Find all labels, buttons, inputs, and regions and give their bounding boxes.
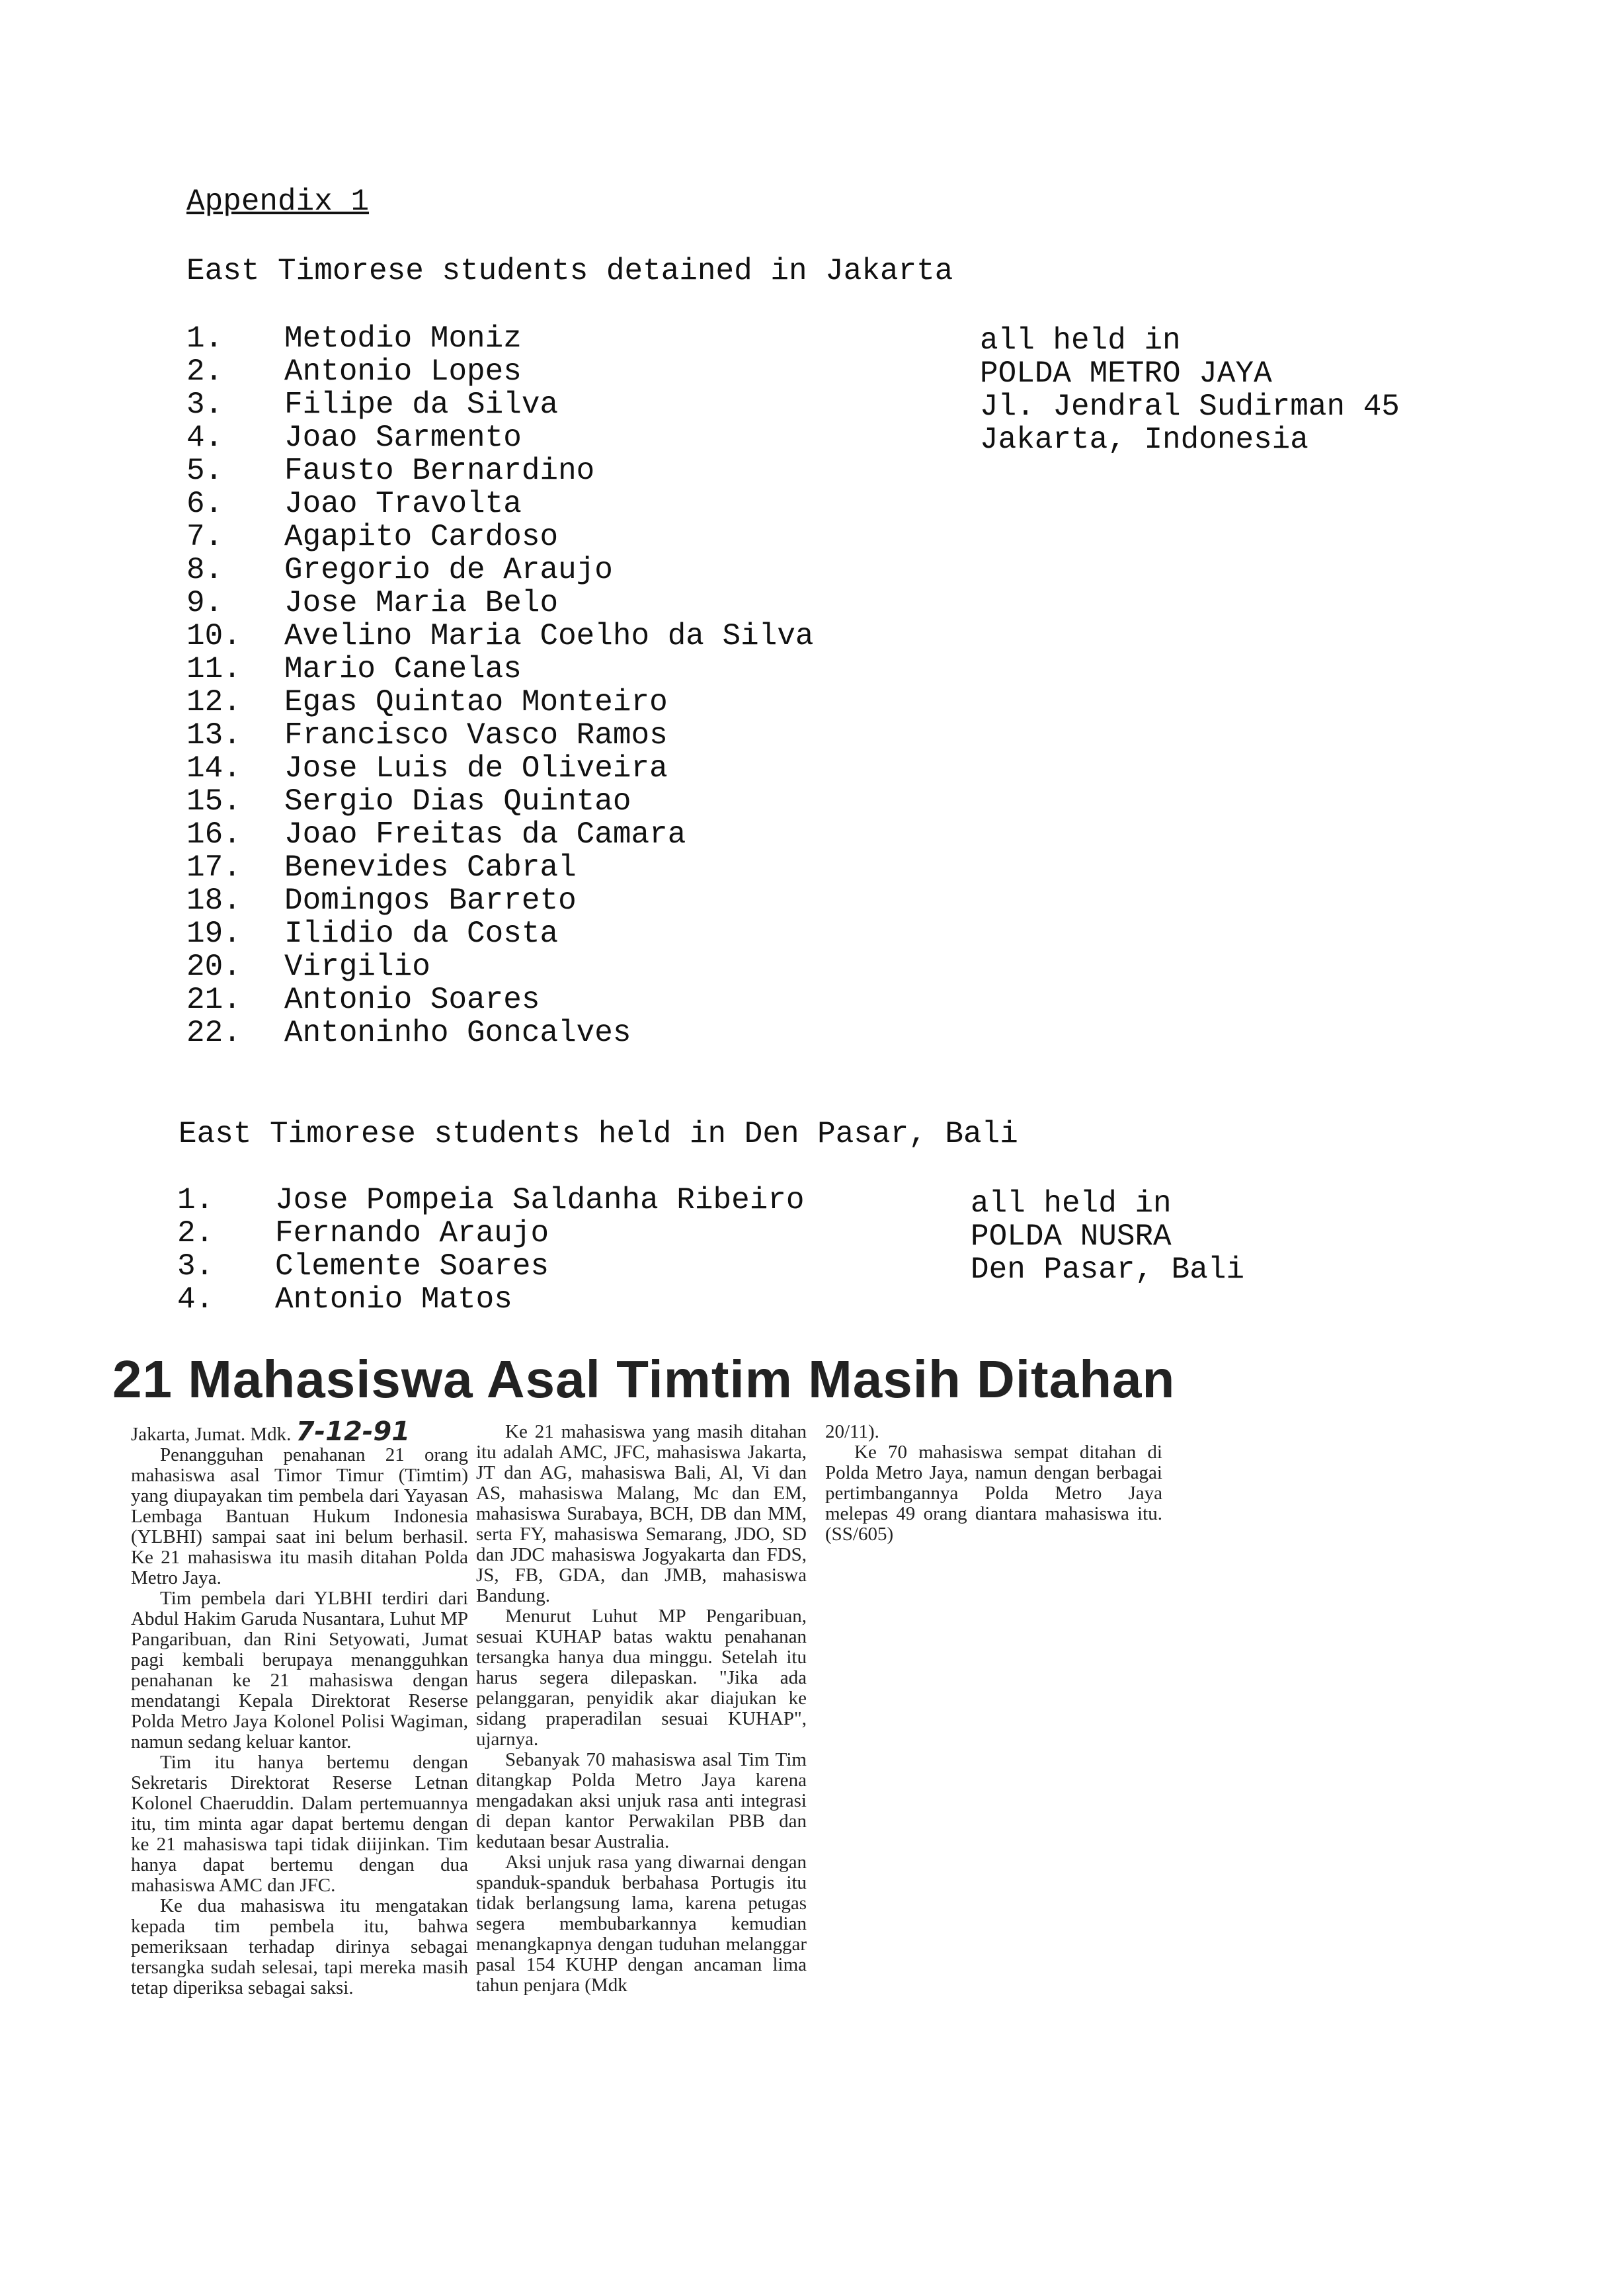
student-number: 15.: [186, 784, 241, 819]
student-list-item: [186, 851, 814, 884]
clipping-dateline: [131, 1416, 468, 1447]
article-paragraph: Aksi unjuk rasa yang diwarnai dengan spanduk-spanduk berbahasa Portugis itu tidak berlangsung lama, karena petugas segera membubarkannya kemudian menangkapnya dengan tuduhan melanggar pasal 154 KUHP dengan ancaman lima tahun penjara (Mdk: [476, 1852, 807, 1996]
student-number: 10.: [186, 619, 241, 653]
student-number: 21.: [186, 983, 241, 1017]
dateline-text: Jakarta, Jumat. Mdk.: [131, 1424, 292, 1445]
bali-student-list: [177, 1184, 805, 1316]
clipping-column-2: [476, 1422, 807, 1996]
student-list-item: [186, 322, 814, 355]
student-number: 18.: [186, 883, 241, 918]
student-name: Agapito Cardoso: [284, 520, 559, 554]
location-line: POLDA NUSRA: [971, 1219, 1172, 1254]
student-list-item: [186, 950, 814, 983]
student-name: Joao Freitas da Camara: [284, 817, 686, 852]
article-paragraph: Sebanyak 70 mahasiswa asal Tim Tim ditangkap Polda Metro Jaya karena mengadakan aksi unjuk rasa anti integrasi di depan kantor Perwakilan PBB dan kedutaan besar Australia.: [476, 1749, 807, 1852]
student-list-item: [186, 818, 814, 851]
student-name: Gregorio de Araujo: [284, 553, 613, 587]
student-list-item: [186, 520, 814, 554]
student-number: 22.: [186, 1016, 241, 1050]
article-paragraph: Tim pembela dari YLBHI terdiri dari Abdul Hakim Garuda Nusantara, Luhut MP Pangaribuan, dan Rini Setyowati, Jumat pagi kembali berupaya menangguhkan penahanan ke 21 mahasiswa dengan mendatangi Kepala Direktorat Reserse Polda Metro Jaya Kolonel Polisi Wagiman, namun sedang keluar kantor.: [131, 1588, 468, 1752]
student-list-item: [186, 719, 814, 752]
student-name: Filipe da Silva: [284, 388, 559, 422]
student-name: Antonio Lopes: [284, 354, 522, 389]
student-number: 17.: [186, 850, 241, 885]
student-name: Jose Luis de Oliveira: [284, 751, 668, 786]
jakarta-detention-location: [980, 324, 1400, 456]
student-list-item: [186, 752, 814, 785]
student-number: 5.: [186, 454, 223, 488]
student-number: 4.: [186, 421, 223, 455]
student-name: Domingos Barreto: [284, 883, 577, 918]
student-list-item: [186, 785, 814, 818]
location-line: Jakarta, Indonesia: [980, 423, 1308, 457]
student-number: 16.: [186, 817, 241, 852]
student-list-item: [186, 884, 814, 917]
student-name: Fausto Bernardino: [284, 454, 595, 488]
student-list-item: [186, 454, 814, 487]
student-number: 11.: [186, 652, 241, 686]
location-line: Jl. Jendral Sudirman 45: [980, 390, 1400, 424]
student-number: 2.: [177, 1216, 214, 1250]
student-number: 3.: [186, 388, 223, 422]
article-paragraph: Tim itu hanya bertemu dengan Sekretaris Direktorat Reserse Letnan Kolonel Chaeruddin. Dalam pertemuannya itu, tim minta agar dapat bertemu dengan ke 21 mahasiswa tapi tidak diijinkan. Tim hanya dapat bertemu dengan dua mahasiswa AMC dan JFC.: [131, 1752, 468, 1896]
student-name: Ilidio da Costa: [284, 917, 559, 951]
newspaper-clipping: [112, 1349, 1184, 2222]
student-list-item: [186, 1016, 814, 1049]
student-number: 20.: [186, 950, 241, 984]
clipping-column-3: [825, 1422, 1162, 1545]
handwritten-date: 7-12-91: [296, 1416, 411, 1447]
student-number: 4.: [177, 1282, 214, 1317]
student-list-item: [186, 917, 814, 950]
student-name: Virgilio: [284, 950, 430, 984]
student-number: 1.: [177, 1183, 214, 1217]
student-list-item: [186, 487, 814, 520]
jakarta-section-title: East Timorese students detained in Jakarta: [186, 254, 953, 288]
article-paragraph: Menurut Luhut MP Pengaribuan, sesuai KUHAP batas waktu penahanan tersangka hanya dua minggu. Setelah itu harus segera dilepaskan. "Jika ada pelanggaran, penyidik akar diajukan ke sidang praperadilan sesuai KUHAP", ujarnya.: [476, 1606, 807, 1750]
location-line: Den Pasar, Bali: [971, 1252, 1245, 1287]
jakarta-student-list: [186, 322, 814, 1049]
student-number: 8.: [186, 553, 223, 587]
student-list-item: [186, 620, 814, 653]
student-list-item: [186, 653, 814, 686]
student-number: 2.: [186, 354, 223, 389]
location-line: POLDA METRO JAYA: [980, 356, 1272, 391]
location-line: all held in: [980, 323, 1181, 358]
student-name: Avelino Maria Coelho da Silva: [284, 619, 814, 653]
student-name: Metodio Moniz: [284, 321, 522, 356]
clipping-headline: 21 Mahasiswa Asal Timtim Masih Ditahan: [112, 1350, 1176, 1409]
student-name: Antonio Matos: [275, 1282, 512, 1317]
student-list-item: [186, 554, 814, 587]
student-name: Francisco Vasco Ramos: [284, 718, 668, 753]
clipping-column-1: [131, 1416, 468, 1998]
appendix-title: Appendix 1: [186, 184, 370, 219]
bali-section-title: East Timorese students held in Den Pasar, Bali: [179, 1117, 1018, 1151]
article-paragraph: Ke dua mahasiswa itu mengatakan kepada tim pembela itu, bahwa pemeriksaan terhadap dirinya sebagai tersangka sudah selesai, tapi mereka masih tetap diperiksa sebagai saksi.: [131, 1895, 468, 1998]
article-paragraph: 20/11).: [825, 1421, 879, 1442]
student-name: Antoninho Goncalves: [284, 1016, 631, 1050]
student-number: 13.: [186, 718, 241, 753]
student-number: 19.: [186, 917, 241, 951]
student-number: 14.: [186, 751, 241, 786]
student-name: Joao Travolta: [284, 487, 522, 521]
student-list-item: [177, 1283, 805, 1316]
student-name: Antonio Soares: [284, 983, 540, 1017]
student-name: Mario Canelas: [284, 652, 522, 686]
student-list-item: [186, 421, 814, 454]
student-name: Clemente Soares: [275, 1249, 549, 1284]
student-list-item: [186, 686, 814, 719]
student-list-item: [177, 1217, 805, 1250]
student-list-item: [177, 1184, 805, 1217]
student-name: Sergio Dias Quintao: [284, 784, 631, 819]
student-list-item: [177, 1250, 805, 1283]
student-number: 6.: [186, 487, 223, 521]
student-list-item: [186, 587, 814, 620]
location-line: all held in: [971, 1186, 1172, 1221]
student-name: Egas Quintao Monteiro: [284, 685, 668, 719]
bali-detention-location: [971, 1187, 1244, 1286]
article-paragraph: Ke 70 mahasiswa sempat ditahan di Polda Metro Jaya, namun dengan berbagai pertimbangannya Polda Metro Jaya melepas 49 orang diantara mahasiswa itu. (SS/605): [825, 1442, 1162, 1545]
student-list-item: [186, 983, 814, 1016]
student-name: Jose Pompeia Saldanha Ribeiro: [275, 1183, 805, 1217]
article-paragraph: Penangguhan penahanan 21 orang mahasiswa asal Timor Timur (Timtim) yang diupayakan tim pembela dari Yayasan Lembaga Bantuan Hukum Indonesia (YLBHI) sampai saat ini belum berhasil. Ke 21 mahasiswa itu masih ditahan Polda Metro Jaya.: [131, 1444, 468, 1588]
student-list-item: [186, 355, 814, 388]
student-number: 1.: [186, 321, 223, 356]
student-name: Benevides Cabral: [284, 850, 577, 885]
student-number: 12.: [186, 685, 241, 719]
student-number: 9.: [186, 586, 223, 620]
student-name: Fernando Araujo: [275, 1216, 549, 1250]
article-paragraph: Ke 21 mahasiswa yang masih ditahan itu adalah AMC, JFC, mahasiswa Jakarta, JT dan AG, mahasiswa Bali, Al, Vi dan AS, mahasiswa Malang, Mc dan EM, mahasiswa Surabaya, BCH, DB dan MM, serta FY, mahasiswa Semarang, JDO, SD dan JDC mahasiswa Jogyakarta dan FDS, JS, FB, GDA, dan JMB, mahasiswa Bandung.: [476, 1421, 807, 1606]
student-number: 7.: [186, 520, 223, 554]
student-number: 3.: [177, 1249, 214, 1284]
student-list-item: [186, 388, 814, 421]
student-name: Jose Maria Belo: [284, 586, 559, 620]
student-name: Joao Sarmento: [284, 421, 522, 455]
